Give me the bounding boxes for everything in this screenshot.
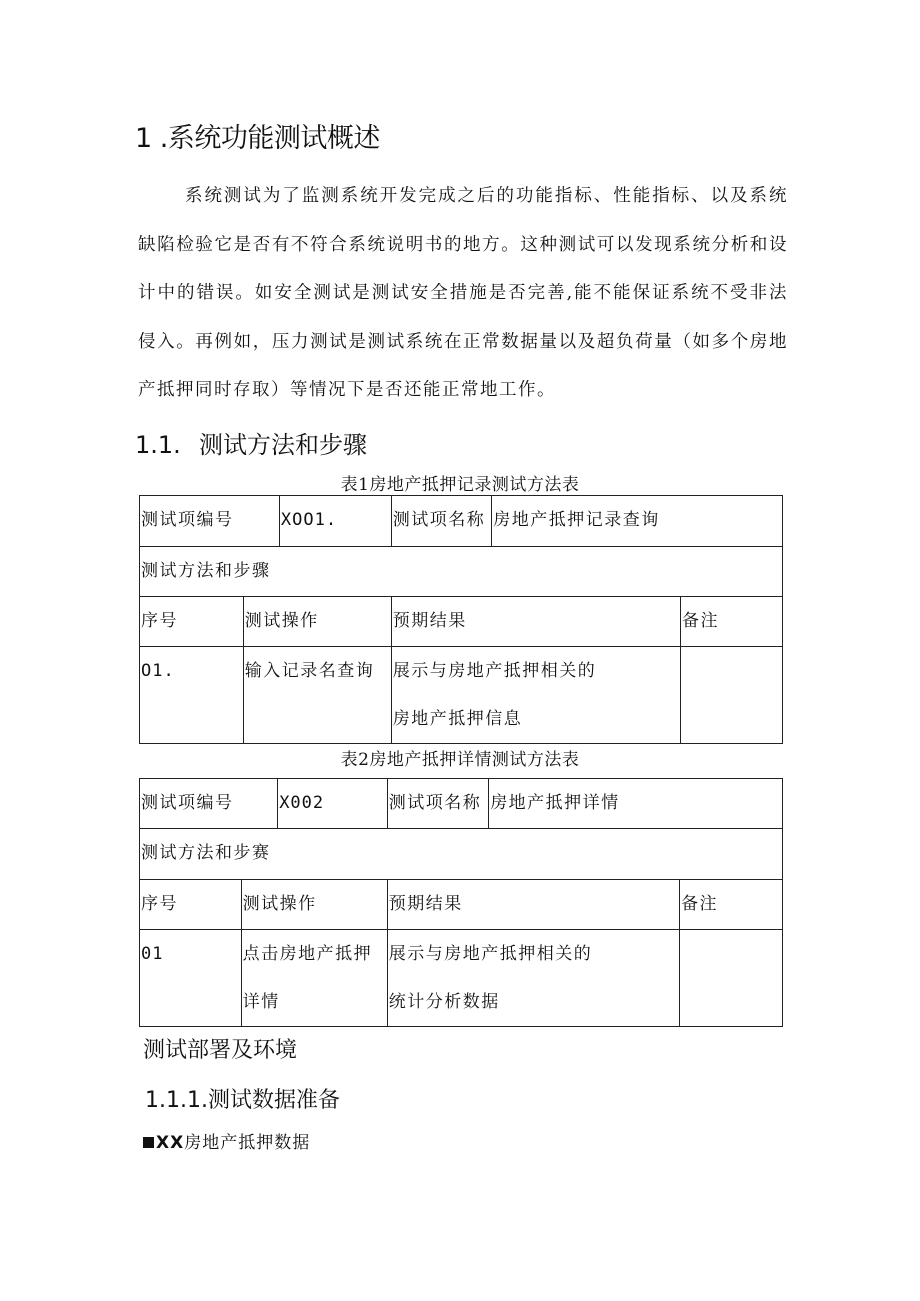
intro-paragraph: 系统测试为了监测系统开发完成之后的功能指标、性能指标、以及系统缺陷检验它是否有不符合系统说明书的地方。这种测试可以发现系统分析和设计中的错误。如安全测试是测试安全措施是否完善,能不能保证系统不受非法侵入。再例如，压力测试是测试系统在正常数据量以及超负荷量（如多个房地产抵押同时存取）等情况下是否还能正常地工作。 <box>138 186 788 400</box>
table2 <box>139 778 783 1027</box>
table-row <box>140 829 783 880</box>
header-expected: 预期结果 <box>391 597 680 647</box>
data-prep-heading: 1.1.1.测试数据准备 <box>145 1088 340 1113</box>
row-note <box>680 647 782 744</box>
header-expected: 预期结果 <box>387 880 679 930</box>
header-note: 备注 <box>680 597 782 647</box>
row-operation-line2: 详情 <box>242 992 280 1012</box>
header-no: 序号 <box>140 597 244 647</box>
test-id-value: XOO1. <box>279 496 391 547</box>
deploy-heading: 测试部署及环境 <box>143 1038 298 1063</box>
row-note <box>680 930 783 1027</box>
table-header-row <box>140 880 783 930</box>
header-operation: 测试操作 <box>241 880 387 930</box>
row-expected <box>391 647 680 744</box>
row-expected <box>387 930 679 1027</box>
row-expected-line2: 房地产抵押信息 <box>392 709 523 729</box>
row-no: 01 <box>140 930 242 1027</box>
test-name-label: 测试项名称 <box>387 779 488 829</box>
table-row <box>140 779 783 829</box>
subsection-number: 1.1. <box>135 431 181 459</box>
row-expected-line1: 展示与房地产抵押相关的 <box>388 944 593 964</box>
row-operation-line1: 点击房地产抵押 <box>242 944 373 964</box>
bullet-text: 房地产抵押数据 <box>184 1133 311 1153</box>
test-name-label: 测试项名称 <box>391 496 492 547</box>
row-expected-line1: 展示与房地产抵押相关的 <box>392 661 597 681</box>
test-name-value: 房地产抵押记录查询 <box>492 496 783 547</box>
test-id-value: X002 <box>278 779 388 829</box>
table1 <box>139 495 783 744</box>
table-row <box>140 547 783 597</box>
table2-caption: 表2房地产抵押详情测试方法表 <box>340 750 580 770</box>
test-id-label: 测试项编号 <box>140 496 280 547</box>
table1-caption: 表1房地产抵押记录测试方法表 <box>340 475 580 495</box>
method-label: 测试方法和步赛 <box>140 829 783 880</box>
row-no: O1. <box>140 647 244 744</box>
bullet-bold: XX <box>156 1133 185 1153</box>
table-row <box>140 647 783 744</box>
table-row <box>140 496 783 547</box>
method-label: 测试方法和步骤 <box>140 547 783 597</box>
row-operation <box>241 930 387 1027</box>
section-heading: 1 .系统功能测试概述 <box>135 123 380 154</box>
test-id-label: 测试项编号 <box>140 779 278 829</box>
bullet-item <box>143 1128 310 1153</box>
table-header-row <box>140 597 783 647</box>
subsection-title: 测试方法和步骤 <box>199 431 367 459</box>
row-expected-line2: 统计分析数据 <box>388 992 500 1012</box>
header-operation: 测试操作 <box>243 597 391 647</box>
test-name-value: 房地产抵押详情 <box>489 779 783 829</box>
row-operation: 输入记录名查询 <box>243 647 391 744</box>
header-note: 备注 <box>680 880 783 930</box>
bullet-square-icon <box>143 1137 154 1148</box>
header-no: 序号 <box>140 880 242 930</box>
table-row <box>140 930 783 1027</box>
subsection-heading <box>135 425 367 460</box>
